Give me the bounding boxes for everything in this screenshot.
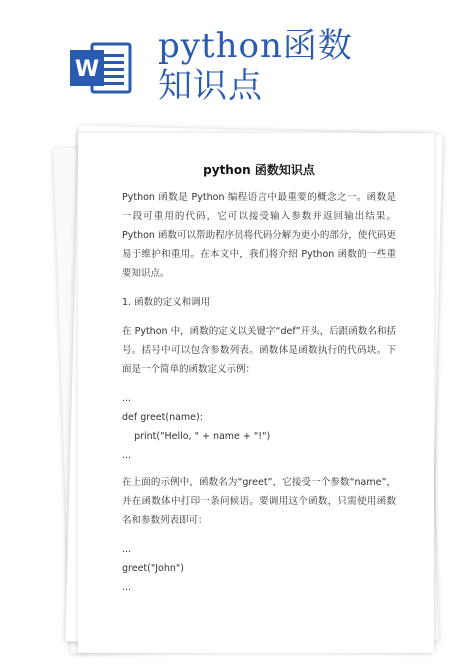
code-line: def greet(name): <box>122 412 203 423</box>
definition-paragraph: 在 Python 中，函数的定义以关键字“def”开头，后跟函数名和括号。括号中可以包含参数列表。函数体是函数执行的代码块。下面是一个简单的函数定义示例： <box>122 326 396 375</box>
section-heading: 1. 函数的定义和调用 <box>122 297 211 308</box>
header-title-line1: python函数 <box>158 26 353 66</box>
code-block-close: ... <box>122 450 132 461</box>
word-icon-letter: W <box>74 57 100 82</box>
code-line: print("Hello, " + name + "!") <box>122 431 271 442</box>
example-paragraph: 在上面的示例中，函数名为“greet”，它接受一个参数“name”，并在函数体中打印一条问候语。要调用这个函数，只需使用函数名和参数列表即可： <box>122 477 396 526</box>
document-title: python 函数知识点 <box>203 163 315 177</box>
intro-paragraph: Python 函数是 Python 编程语言中最重要的概念之一。函数是一段可重用的代码，它可以接受输入参数并返回输出结果。 Python 函数可以帮助程序员将代码分解为更小的部分，使代码更易于维护和重用。在本文中，我们将介绍 Python 函数的一些重要知识点。 <box>122 192 396 279</box>
code-line: greet("John") <box>122 563 184 574</box>
code-block-open: ... <box>122 544 132 555</box>
header-title-line2: 知识点 <box>158 66 263 106</box>
header-title <box>158 26 458 106</box>
code-block-open: ... <box>122 393 132 404</box>
document-page <box>78 133 434 653</box>
code-block-close: ... <box>122 582 132 593</box>
word-document-icon <box>70 40 132 96</box>
header-banner <box>0 0 474 140</box>
